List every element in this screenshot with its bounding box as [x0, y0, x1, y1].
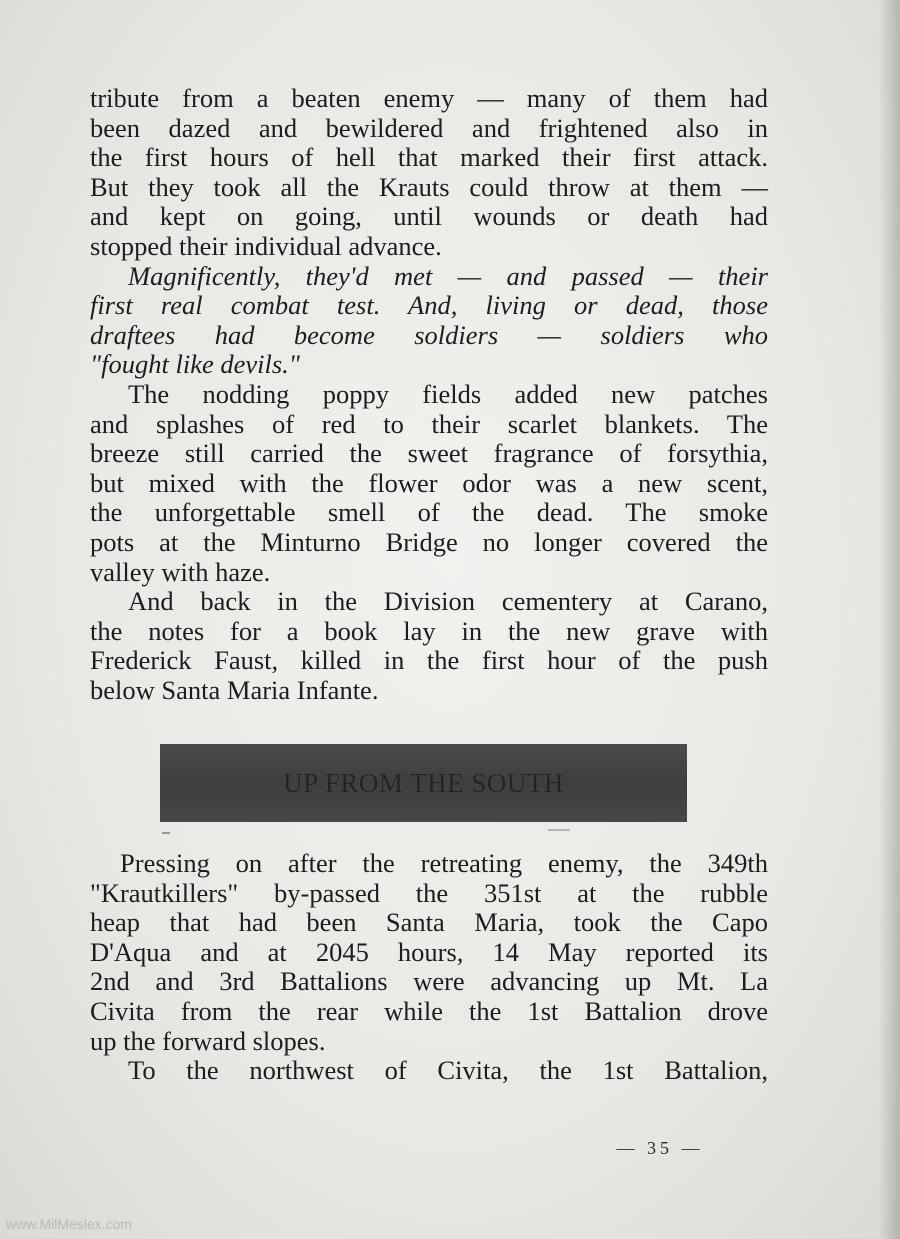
text-line: "Krautkillers" by-passed the 351st at the rubble — [90, 877, 768, 908]
watermark: www.MilMeslex.com — [6, 1216, 133, 1232]
text-line: Magnificently, they'd met — and passed — their — [128, 260, 768, 291]
text-line: pots at the Minturno Bridge no longer covered the — [90, 526, 768, 557]
text-line: been dazed and bewildered and frightened also in — [90, 112, 768, 143]
text-line: D'Aqua and at 2045 hours, 14 May reported its — [90, 936, 768, 967]
paragraph-1 — [90, 84, 768, 262]
text-line: Pressing on after the retreating enemy, the 349th — [120, 848, 768, 878]
text-line: "fought like devils." — [90, 349, 300, 380]
page-number: — 35 — — [616, 1138, 704, 1158]
page-spine-shadow — [878, 0, 900, 1239]
text-line: draftees had become soldiers — soldiers who — [90, 319, 768, 350]
paragraph-3 — [90, 380, 768, 587]
text-line: stopped their individual advance. — [90, 230, 442, 261]
text-line: breeze still carried the sweet fragrance of forsythia, — [90, 438, 768, 469]
text-line: and splashes of red to their scarlet blankets. The — [90, 408, 768, 439]
text-line: The nodding poppy fields added new patches — [128, 378, 768, 409]
text-line: But they took all the Krauts could throw at them — — [90, 171, 768, 202]
text-line: the first hours of hell that marked their first attack. — [90, 142, 768, 173]
text-line: below Santa Maria Infante. — [90, 674, 379, 705]
text-line: the notes for a book lay in the new grave with — [90, 615, 768, 646]
paragraph-6 — [90, 1056, 768, 1086]
section-heading-bar — [160, 744, 687, 822]
text-line: To the northwest of Civita, the 1st Battalion, — [128, 1055, 768, 1086]
text-line: Frederick Faust, killed in the first hour of the push — [90, 645, 768, 676]
text-line: And back in the Division cementery at Carano, — [128, 586, 768, 617]
paragraph-4 — [90, 587, 768, 705]
scan-speck — [162, 832, 170, 834]
text-line: the unforgettable smell of the dead. The smoke — [90, 497, 768, 528]
text-line: but mixed with the flower odor was a new scent, — [90, 467, 768, 498]
section-heading: UP FROM THE SOUTH — [283, 767, 564, 798]
body-text-top — [90, 84, 768, 705]
text-line: tribute from a beaten enemy — many of them had — [90, 83, 768, 113]
text-line: Civita from the rear while the 1st Battalion drove — [90, 995, 768, 1026]
paragraph-2 — [90, 262, 768, 380]
text-line: and kept on going, until wounds or death had — [90, 201, 768, 232]
text-line: valley with haze. — [90, 556, 271, 587]
text-line: heap that had been Santa Maria, took the Capo — [90, 907, 768, 938]
text-line: first real combat test. And, living or dead, those — [90, 290, 768, 321]
scan-speck — [548, 829, 570, 831]
text-line: up the forward slopes. — [90, 1025, 326, 1056]
body-text-bottom — [90, 849, 768, 1086]
paragraph-5 — [90, 849, 768, 1056]
text-line: 2nd and 3rd Battalions were advancing up Mt. La — [90, 966, 768, 997]
